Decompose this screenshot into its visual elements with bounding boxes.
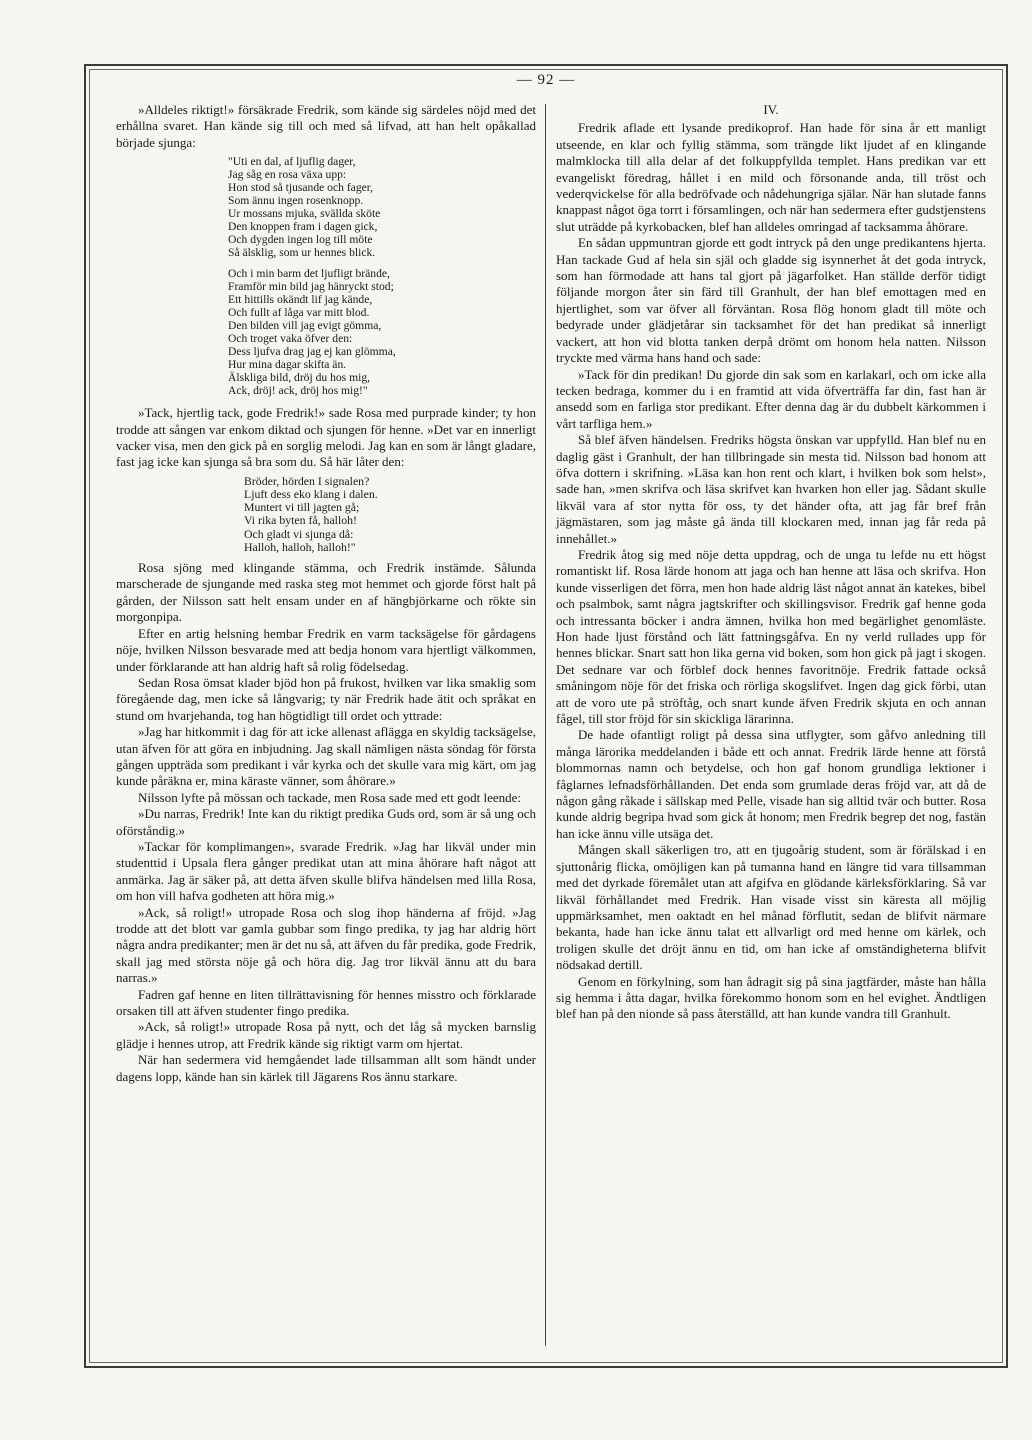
verse-line: Den bilden vill jag evigt gömma, [228, 319, 382, 333]
paragraph: »Alldeles riktigt!» försäkrade Fredrik, som kände sig särdeles nöjd med det erhållna svaret. Han kände sig till och med så lifvad, att han helt opåkallad började sjunga: [116, 102, 536, 150]
song-verse [244, 475, 536, 554]
verse-line: Hon stod så tjusande och fager, [228, 181, 374, 195]
paragraph: »Ack, så roligt!» utropade Rosa på nytt, och det låg så mycken barnslig glädje i hennes utrop, att Fredrik kände sig riktigt varm om hjertat. [116, 1019, 536, 1051]
paragraph: Mången skall säkerligen tro, att en tjugoårig student, som är förälskad i en sjuttonårig flicka, omöjligen kan på tumanna hand en längre tid vara tillsamman med det dyrkade föremålet utan att afgifva en glödande kärleksförklaring. Så var likväl förhållandet med Fredrik. Han visade visst sin käresta all möjlig uppmärksamhet, men oaktadt en hel månad förflutit, sedan de blifvit närmare bekanta, hade han icke ännu talat ett allvarligt ord med henne om kärlek, och troligen skulle det dröjt ännu en tid, om han icke af omständigheterna blifvit nödsakad dertill. [556, 842, 986, 973]
verse-line: Och fullt af låga var mitt blod. [228, 306, 370, 320]
poem-stanza [228, 267, 536, 397]
verse-line: Hur mina dagar skifta än. [228, 358, 347, 372]
verse-line: "Uti en dal, af ljuflig dager, [228, 155, 356, 169]
paragraph: Fredrik åtog sig med nöje detta uppdrag, och de unga tu lefde nu ett högst romantiskt lif. Rosa lärde honom att jaga och han henne att läsa och skrifva. Hon kunde visserligen det förra, men hon hade aldrig läst något annat än katekes, bibel och psalmbok, samt några jagtskrifter och skillingsvisor. Fredrik gaf henne goda och intressanta böcker i andra ämnen, hvilka hon med begärlighet genomläste. Hon hade ljust förstånd och lätt fattningsgåfva. En ny verld rullades upp för hennes blickar. Snart satt hon lika gerna vid boken, som hon gick på jagt i skogen. Det sednare var och förblef dock hennes favoritnöje. Fredrik fattade också småningom nöje för det friska och rörliga skogslifvet. Ingen dag gick förbi, utan att de voro ute på ströftåg, och snart kunde äfven Fredrik skjuta en och annan fågel, till stor fröjd för sin skickliga lärarinna. [556, 546, 986, 727]
paragraph: »Tackar för komplimangen», svarade Fredrik. »Jag har likväl under min studenttid i Upsala flera gånger predikat utan att mina åhörare haft något att anmärka. Jag är säker på, att detta äfven skulle blifva händelsen med lilla Rosa, om hon vill hafva godheten att höra mig.» [116, 838, 536, 904]
paragraph: »Tack för din predikan! Du gjorde din sak som en karlakarl, och om icke alla tecken bedraga, kommer du i en framtid att vida öfverträffa far din, fast han är ansedd som en farliga stor predikant. Efter denna dag är du dubbelt kärkommen i vårt tarfliga hem.» [556, 366, 986, 431]
verse-line: Framför min bild jag hänryckt stod; [228, 280, 394, 294]
poem-stanza [228, 155, 536, 259]
verse-line: Och troget vaka öfver den: [228, 332, 353, 346]
paragraph: Rosa sjöng med klingande stämma, och Fredrik instämde. Sålunda marscherade de sjungande med raska steg mot hemmet och gjorde först halt på gården, der Nilsson satt helt ensam under en af hängbjörkarne och rökte sin morgonpipa. [116, 560, 536, 625]
verse-line: Dess ljufva drag jag ej kan glömma, [228, 345, 396, 359]
verse-line: Den knoppen fram i dagen gick, [228, 220, 378, 234]
paragraph: »Jag har hitkommit i dag för att icke allenast aflägga en skyldig tacksägelse, utan äfven för att göra en inbjudning. Jag skall nämligen nästa söndag för första gången uppträda som predikant i vår kyrka och det skulle vara mig kärt, om jag kunde påräkna er, mina käraste vänner, som åhörare.» [116, 724, 536, 789]
verse-line: Och i min barm det ljufligt brände, [228, 267, 390, 281]
paragraph: »Du narras, Fredrik! Inte kan du riktigt predika Guds ord, som är så ung och oförståndig.» [116, 806, 536, 838]
page-number: — 92 — [516, 72, 576, 88]
verse-line: Så älsklig, som ur hennes blick. [228, 246, 376, 260]
paragraph: En sådan uppmuntran gjorde ett godt intryck på den unge predikantens hjerta. Han tackade Gud af hela sin själ och gladde sig isynnerhet åt det goda intryck, som han förmodade att hans tal gjort på jägarfolket. Han ställde derför tidigt följande morgon åter sin färd till Granhult, der han blef emottagen med en hjertlighet, som var öfver all förväntan. Rosa flög honom gladt till möte och bedyrade under glädjetårar sin tacksamhet för det han predikat så innerligt vackert, att hon vid blotta tanken derpå drömt om honom hela natten. Nilsson tryckte med värma hans hand och sade: [556, 235, 986, 366]
verse-line: Bröder, hörden I signalen? [244, 473, 370, 488]
right-column [556, 102, 986, 1348]
column-divider [545, 104, 546, 1346]
chapter-heading: IV. [763, 102, 779, 117]
paragraph: »Ack, så roligt!» utropade Rosa och slog ihop händerna af fröjd. »Jag trodde att det blott var gamla gubbar som fingo predika, ty jag har aldrig hört några andra predikanter; men är det nu så, att äfven du får predika, gode Fredrik, skall jag med största nöje gå och höra dig. Jag tror likväl ännu att du bara narras.» [116, 904, 536, 986]
verse-line: Ljuft dess eko klang i dalen. [244, 487, 378, 502]
paragraph: Nilsson lyfte på mössan och tackade, men Rosa sade med ett godt leende: [138, 789, 522, 805]
verse-line: Jag såg en rosa växa upp: [228, 168, 347, 182]
page-frame [84, 64, 1008, 1368]
paragraph: Fadren gaf henne en liten tillrättavisning för hennes misstro och förklarade orsaken till att äfven studenter fingo predika. [116, 986, 536, 1019]
verse-line: Ack, dröj! ack, dröj hos mig!" [228, 384, 368, 398]
verse-line: Halloh, halloh, halloh!" [244, 539, 356, 554]
paragraph: Så blef äfven händelsen. Fredriks högsta önskan var uppfylld. Han blef nu en daglig gäst i Granhult, der han tillbringade sin mesta tid. Nilsson bad honom att öfva dottern i skrifning. »Läsa kan hon rent och klart, i hvilken bok som helst», sade han, »men skrifva och läsa skrifvet kan hvarken hon eller jag. Sådant skulle likväl vara af stor nytta för oss, ty det händer ofta, att jag får bref från jägmästaren, som jag måste gå ända till klockaren med, innan jag får reda på innehållet.» [556, 432, 986, 546]
verse-line: Och dygden ingen log till möte [228, 233, 373, 247]
verse-line: Ur mossans mjuka, svällda sköte [228, 207, 381, 221]
verse-line: Och gladt vi sjunga då: [244, 526, 354, 541]
poem-verse [228, 155, 536, 397]
paragraph: De hade ofantligt roligt på dessa sina utflygter, som gåfvo anledning till många lärorika meddelanden i både ett och annat. Fredrik lärde henne att förstå blommornas namn och betydelse, och hon gaf honom grundliga lektioner i fåglarnes lefnadsförhållanden. Det enda som grumlade deras fröjd var, att då de någon gång råkade i sällskap med Pelle, visade han sig alltid tvär och butter. Rosa kunde aldrig begripa hvad som gick åt honom; men Fredrik begrep det nog, fastän han icke ännu ville utsäga det. [556, 727, 986, 841]
paragraph: Fredrik aflade ett lysande predikoprof. Han hade för sina år ett manligt utseende, en klar och fyllig stämma, som trängde likt ljudet af en klingande malmklocka till alla delar af det folkuppfyllda templet. Hans predikan var ett evangeliskt föredrag, hållet i en mild och försonande anda, till tröst och vederqvickelse för alla bedröfvade och nådehungriga själar. När han slutade fanns knappast något öga torrt i församlingen, och när han sedermera efter gudstjenstens slut uträdde på kyrkobacken, blef han alldeles omringad af tacksamma åhörare. [556, 120, 986, 234]
paragraph: Efter en artig helsning hembar Fredrik en varm tacksägelse för gårdagens nöje, hvilken Nilsson besvarade med att bedja honom vara hjertligt välkommen, under förklarande att han aldrig haft så rolig födelsedag. [116, 625, 536, 674]
left-column [116, 102, 536, 1348]
paragraph: »Tack, hjertlig tack, gode Fredrik!» sade Rosa med purprade kinder; ty hon trodde att sången var enkom diktad och sjungen för henne. »Det var en innerligt vacker visa, men den gick på en sorglig melodi. Jag kan en som är långt gladare, fast jag icke kan sjunga så bra som du. Så här låter den: [116, 405, 536, 470]
verse-line: Muntert vi till jagten gå; [244, 500, 360, 515]
verse-line: Ett hittills okändt lif jag kände, [228, 293, 373, 307]
paragraph: När han sedermera vid hemgåendet lade tillsamman allt som händt under dagens lopp, kände han sin kärlek till Jägarens Ros ännu starkare. [116, 1052, 536, 1084]
verse-line: Älskliga bild, dröj du hos mig, [228, 371, 371, 385]
verse-line: Vi rika byten få, halloh! [244, 513, 357, 528]
verse-line: Som ännu ingen rosenknopp. [228, 194, 364, 208]
paragraph: Genom en förkylning, som han ådragit sig på sina jagtfärder, måste han hålla sig hemma i åtta dagar, hvilka förekommo honom som en hel evighet. Ändtligen blef han på den nionde så pass återställd, att han kunde vandra till Granhult. [556, 973, 986, 1022]
paragraph: Sedan Rosa ömsat klader bjöd hon på frukost, hvilken var lika smaklig som föregående dag, men icke så långvarig; ty när Fredrik hade ätit och språkat en stund om hvarjehanda, tog han högtidligt till ordet och yttrade: [116, 674, 536, 723]
